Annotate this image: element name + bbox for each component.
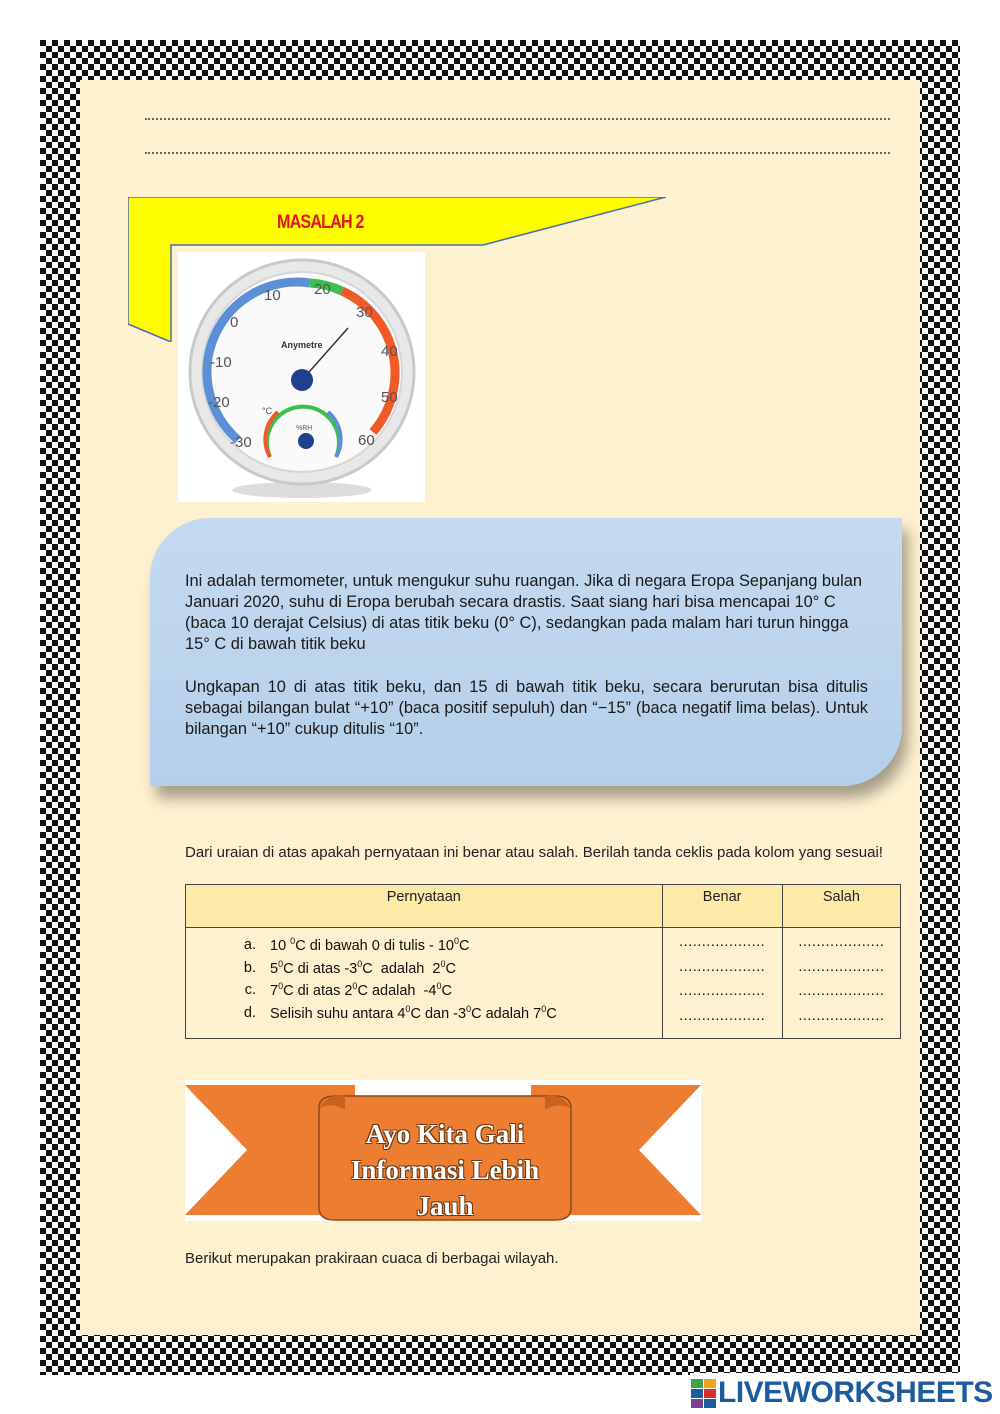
humidity-unit: %RH xyxy=(296,425,313,432)
false-answer-d[interactable]: ................... xyxy=(798,1007,885,1024)
false-answer-a[interactable]: ................... xyxy=(798,934,885,950)
scale-label: 30 xyxy=(356,304,373,321)
thermometer-image xyxy=(178,252,425,502)
section-title: MASALAH 2 xyxy=(277,212,364,233)
true-answer-d[interactable]: ................... xyxy=(679,1007,766,1024)
statement-item xyxy=(186,957,662,980)
info-callout xyxy=(150,518,902,786)
answer-line-2[interactable] xyxy=(145,152,890,154)
statement-item xyxy=(186,934,662,957)
statement-label: a. xyxy=(243,937,256,954)
statement-text: Selisih suhu antara $4^0C$ dan $-3^0C$ adalah $7^0C$ xyxy=(270,1003,557,1022)
callout-paragraph-2: Ungkapan 10 di atas titik beku, dan 15 di bawah titik beku, secara berurutan bisa ditulis sebagai bilangan bulat “+10” (baca positif sepuluh) dan “−15” (baca negatif lima belas). Untuk bilangan “+10” cukup ditulis “10”. xyxy=(185,678,868,738)
statement-text: 10 $^0$C di bawah 0 di tulis - $10^0C$ xyxy=(270,936,470,955)
ribbon-line-2: Informasi Lebih xyxy=(350,1155,540,1185)
false-answer-b[interactable]: ................... xyxy=(798,958,885,975)
thermometer-brand: Anymetre xyxy=(281,340,323,350)
statement-label: c. xyxy=(244,982,256,999)
true-answer-b[interactable]: ................... xyxy=(679,958,766,975)
scale-label: -20 xyxy=(208,394,230,411)
scale-label: 10 xyxy=(264,287,281,304)
ribbon-line-1: Ayo Kita Gali xyxy=(365,1119,525,1149)
false-column xyxy=(782,928,900,1039)
scale-label: 40 xyxy=(381,343,398,360)
header-true: Benar xyxy=(662,885,782,928)
header-false: Salah xyxy=(782,885,900,928)
scale-label: -30 xyxy=(230,434,252,451)
statement-label: d. xyxy=(243,1004,256,1021)
statement-table xyxy=(185,884,901,1039)
true-answer-c[interactable]: ................... xyxy=(679,983,766,999)
statement-item xyxy=(186,979,662,1002)
statement-cell xyxy=(186,928,663,1039)
header-statement: Pernyataan xyxy=(186,885,663,928)
watermark-text: LIVEWORKSHEETS xyxy=(718,1376,993,1409)
ribbon-title xyxy=(325,1116,565,1224)
scale-label: 0 xyxy=(230,314,239,331)
statement-text: $5^0C$ di atas $-3^0C$ adalah $2^0C$ xyxy=(270,958,456,977)
footer-text: Berikut merupakan prakiraan cuaca di berbagai wilayah. xyxy=(185,1250,559,1267)
statement-label: b. xyxy=(243,959,256,976)
callout-paragraph-1: Ini adalah termometer, untuk mengukur suhu ruangan. Jika di negara Eropa Sepanjang bulan Januari 2020, suhu di Eropa berubah secara drastis. Saat siang hari bisa mencapai 10° C (baca 10 derajat Celsius) di atas titik beku (0° C), sedangkan pada malam hari turun hingga 15° C di bawah titik beku xyxy=(185,572,863,653)
false-answer-c[interactable]: ................... xyxy=(798,983,885,999)
statement-text: $7^0C$ di atas $2^0C$ adalah $-4^0C$ xyxy=(270,981,452,1000)
answer-line-1[interactable] xyxy=(145,118,890,120)
scale-label: 50 xyxy=(381,389,398,406)
ribbon-line-3: Jauh xyxy=(416,1191,474,1221)
scale-label: 60 xyxy=(358,432,375,449)
instruction-text: Dari uraian di atas apakah pernyataan ini benar atau salah. Berilah tanda ceklis pada kolom yang sesuai! xyxy=(185,844,883,861)
true-answer-a[interactable]: ................... xyxy=(679,934,766,950)
true-column xyxy=(662,928,782,1039)
scale-label: 20 xyxy=(314,281,331,298)
scale-label: -10 xyxy=(210,354,232,371)
thermometer-unit: °C xyxy=(262,406,273,416)
liveworksheets-logo-icon xyxy=(691,1379,717,1409)
statement-item xyxy=(186,1002,662,1025)
